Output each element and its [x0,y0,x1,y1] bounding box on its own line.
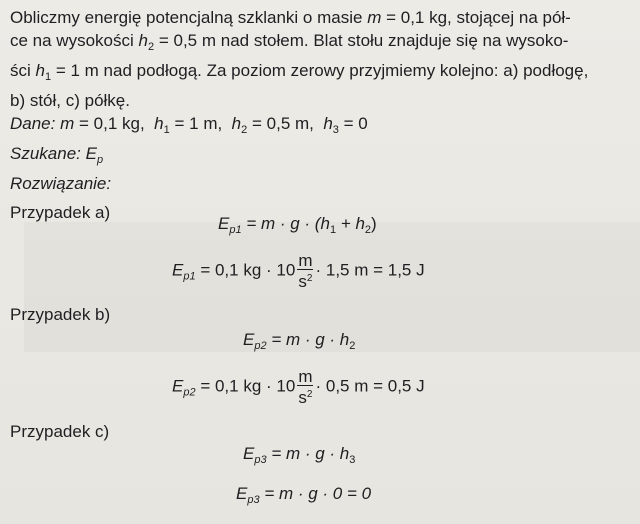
var-h: h [138,31,148,50]
subscript: p2 [183,386,196,399]
equation-part: = m · g · 0 = 0 [264,484,372,503]
equation-part: ) [371,214,377,233]
subscript: p1 [229,224,242,236]
given-value: = 0,5 m, [251,114,314,133]
equation-part: · 0,5 m = 0,5 J [315,376,425,396]
given-value: = 0,1 kg, [79,114,145,133]
given-value: = 1 m, [174,114,223,133]
var-e: E [172,260,184,280]
var-h: h [323,114,333,133]
subscript: 2 [241,124,248,136]
case-a-equation-2 [172,252,425,290]
problem-text: = 1 m nad podłogą. Za poziom zerowy przyjmiemy kolejno: a) podłogę, [55,61,589,80]
subscript: 2 [349,340,356,352]
var-h: h [154,114,164,133]
fraction [297,252,313,290]
var-h: h [35,61,45,80]
case-c-label: Przypadek c) [10,422,110,441]
equation-part: = m · g · (h [246,214,330,233]
var-m: m [60,114,75,133]
equation-part: + h [340,214,365,233]
var-e: E [236,484,248,503]
superscript: 2 [306,389,313,400]
given-line [10,112,636,142]
var-e: E [85,144,97,163]
problem-text: = 0,1 kg, stojącej na pół- [386,8,571,27]
problem-text: ści [10,61,31,80]
problem-text: Obliczmy energię potencjalną szklanki o masie [10,8,363,27]
fraction-denominator [297,270,313,290]
subscript: p3 [254,454,267,466]
case-c-equation-1 [243,444,355,466]
subscript: 3 [332,124,339,136]
sought-line [10,142,636,172]
subscript: 3 [349,454,356,466]
given-value: = 0 [343,114,368,133]
problem-text: = 0,5 m nad stołem. Blat stołu znajduje się na wysoko- [158,31,569,50]
var-e: E [172,376,184,396]
text-block [10,6,636,224]
var-e: E [243,444,255,463]
equation-part: = m · g · h [271,444,350,463]
equation-part: · 1,5 m = 1,5 J [315,260,425,280]
case-a-label: Przypadek a) [10,203,111,222]
case-b-label: Przypadek b) [10,305,111,324]
case-c-equation-2 [236,484,371,506]
subscript: p3 [247,494,260,506]
fraction [297,368,313,406]
subscript: p [96,154,104,166]
subscript: 1 [163,124,170,136]
var-m: m [367,8,382,27]
sought-label: Szukane: [10,144,81,163]
var-e: E [218,214,230,233]
subscript: 2 [147,41,155,53]
case-b-equation-1 [243,330,355,352]
equation-part: = 0,1 kg · 10 [200,376,296,396]
equation-part: = 0,1 kg · 10 [200,260,296,280]
superscript: 2 [306,273,313,284]
fraction-numerator: m [298,367,313,386]
var-e: E [243,330,255,349]
fraction-denominator [297,386,313,406]
subscript: 2 [364,224,372,236]
subscript: 1 [329,224,337,236]
solution-label: Rozwiązanie: [10,174,112,193]
denominator-text: s [298,388,307,407]
case-a-equation-1 [218,214,377,236]
subscript: 1 [44,71,52,83]
case-b-equation-2 [172,368,425,406]
problem-text: ce na wysokości [10,31,134,50]
subscript: p1 [183,270,196,283]
problem-statement [10,6,636,112]
denominator-text: s [298,272,307,291]
equation-part: = m · g · h [271,330,350,349]
fraction-numerator: m [298,251,313,270]
problem-text: b) stół, c) półkę. [10,91,130,110]
given-label: Dane: [10,114,56,133]
var-h: h [231,114,242,133]
subscript: p2 [254,340,267,352]
